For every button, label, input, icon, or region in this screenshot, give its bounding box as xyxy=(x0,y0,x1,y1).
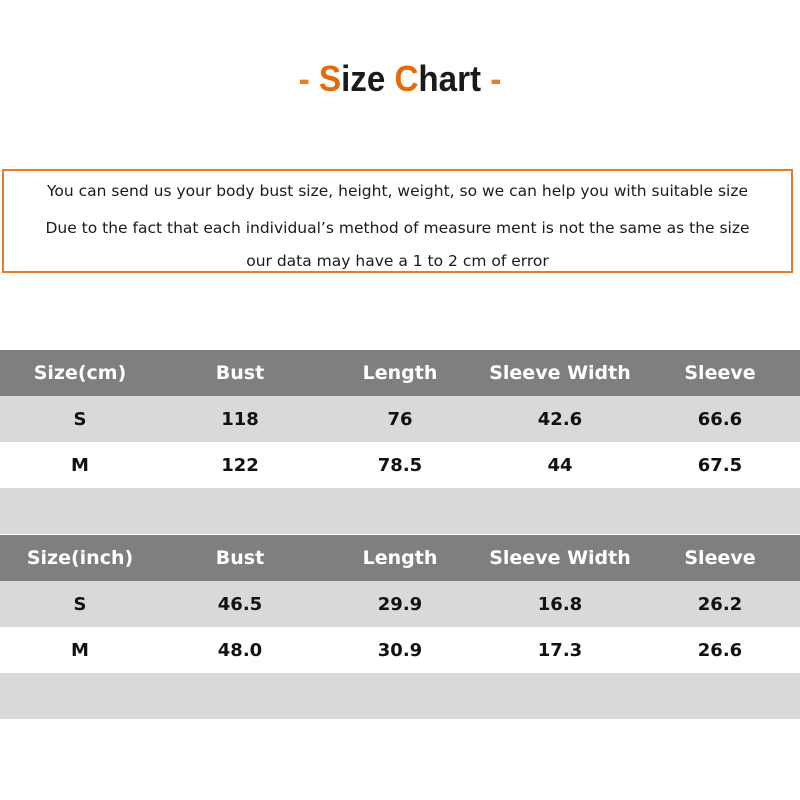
table-cell: M xyxy=(71,454,89,476)
notice-box xyxy=(2,169,793,273)
table-row xyxy=(0,396,800,442)
table-cell: 118 xyxy=(221,408,259,430)
table-row xyxy=(0,581,800,627)
table-cell: 76 xyxy=(387,408,413,430)
table-cell: 17.3 xyxy=(537,639,583,661)
header-cell: Sleeve xyxy=(684,547,756,569)
header-cell: Sleeve xyxy=(684,362,756,384)
table-cell: 16.8 xyxy=(537,593,583,615)
title-hart: hart xyxy=(418,58,481,99)
table-cell: S xyxy=(73,593,87,615)
table-cell: 46.5 xyxy=(217,593,263,615)
table-cell: 26.2 xyxy=(697,593,743,615)
table-cell: 122 xyxy=(221,454,259,476)
header-cell: Size(inch) xyxy=(26,547,134,569)
table-header-row xyxy=(0,350,800,396)
title-ize: ize xyxy=(341,58,395,99)
header-cell: Length xyxy=(362,547,438,569)
table-cell: 30.9 xyxy=(377,639,423,661)
table-row-empty xyxy=(0,673,800,719)
size-table-cm xyxy=(0,350,800,534)
header-cell: Length xyxy=(362,362,438,384)
header-cell: Bust xyxy=(215,547,265,569)
table-cell: S xyxy=(73,408,87,430)
title-dash-left: - xyxy=(298,58,320,99)
table-cell: 78.5 xyxy=(377,454,423,476)
notice-line-2: Due to the fact that each individual’s method of measure ment is not the same as the size xyxy=(45,219,750,237)
notice-line-3: our data may have a 1 to 2 cm of error xyxy=(246,252,549,270)
table-row xyxy=(0,627,800,673)
header-cell: Sleeve Width xyxy=(489,547,631,569)
table-cell: 42.6 xyxy=(537,408,583,430)
title-dash-right: - xyxy=(480,58,502,99)
page-title xyxy=(32,58,768,100)
title-letter-s: S xyxy=(319,58,342,99)
table-cell: 26.6 xyxy=(697,639,743,661)
table-header-row xyxy=(0,535,800,581)
title-letter-c: C xyxy=(394,58,419,99)
table-cell: 48.0 xyxy=(217,639,263,661)
table-row-empty xyxy=(0,488,800,534)
notice-line-1: You can send us your body bust size, height, weight, so we can help you with suitable size xyxy=(47,182,748,200)
table-row xyxy=(0,442,800,488)
table-cell: 66.6 xyxy=(697,408,743,430)
table-cell: 67.5 xyxy=(697,454,743,476)
header-cell: Bust xyxy=(215,362,265,384)
table-cell: M xyxy=(71,639,89,661)
table-cell: 29.9 xyxy=(377,593,423,615)
header-cell: Sleeve Width xyxy=(489,362,631,384)
size-table-inch xyxy=(0,535,800,719)
table-cell: 44 xyxy=(547,454,573,476)
header-cell: Size(cm) xyxy=(33,362,127,384)
